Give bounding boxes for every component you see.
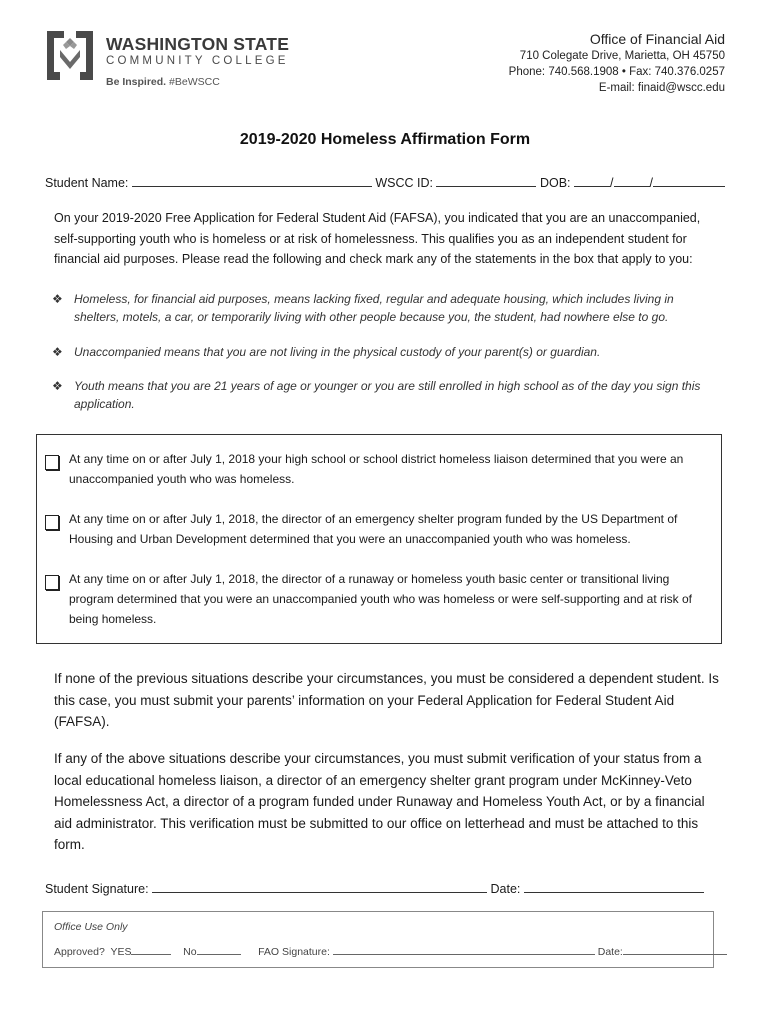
signature-date-label: Date: [490,882,521,896]
student-name-label: Student Name: [45,176,129,190]
office-contact [425,30,725,96]
tagline-hashtag: #BeWSCC [169,76,220,88]
definition-unaccompanied [52,343,722,361]
college-subtitle: COMMUNITY COLLEGE [106,55,289,67]
definition-text: Unaccompanied means that you are not living in the physical custody of your parent(s) or guardian. [74,345,601,359]
diamond-bullet-icon: ❖ [52,379,63,393]
statement-checkbox[interactable] [45,575,59,590]
signature-date-field[interactable] [524,880,704,893]
intro-paragraph: On your 2019-2020 Free Application for Federal Student Aid (FAFSA), you indicated that you are an unaccompanied, self-supporting youth who is homeless or at risk of homelessness. This qualifies you as an independent student for financial aid purposes. Please read the following and check mark any of the statements in the box that apply to you: [54,211,701,266]
student-signature-field[interactable] [152,880,487,893]
office-use-box [42,911,714,968]
statement-checkbox[interactable] [45,455,59,470]
statement-text: At any time on or after July 1, 2018 your high school or school district homeless liaison determined that you were an unaccompanied youth who was homeless. [69,452,684,486]
yes-field[interactable] [131,945,171,955]
student-signature-label: Student Signature: [45,882,149,896]
dob-year-field[interactable] [653,174,725,187]
dob-day-field[interactable] [614,174,650,187]
college-tagline [106,76,220,88]
statements-box [36,434,722,644]
dob-month-field[interactable] [574,174,610,187]
statement-liaison [45,449,713,489]
dob-slash: / [649,176,653,190]
office-phone-fax: Phone: 740.568.1908 • Fax: 740.376.0257 [508,66,725,78]
tagline-bold: Be Inspired. [106,76,167,88]
fao-signature-label: FAO Signature: [258,946,330,958]
wscc-id-field[interactable] [436,174,536,187]
dependent-paragraph: If none of the previous situations describe your circumstances, you must be considered a dependent student. Is this case, you must submit your parents’ information on your Federal Application for Federal Student Aid (FAFSA). [54,671,719,729]
definition-text: Homeless, for financial aid purposes, means lacking fixed, regular and adequate housing, which includes living in shelters, motels, a car, or temporarily living with other people because you, the student, had nowhere else to go. [74,292,674,324]
definition-homeless [52,290,722,326]
student-info-row [45,174,725,190]
definition-youth [52,377,722,413]
diamond-bullet-icon: ❖ [52,292,63,306]
office-address: 710 Colegate Drive, Marietta, OH 45750 [519,50,725,62]
office-use-row [54,945,727,958]
no-field[interactable] [197,945,241,955]
office-title: Office of Financial Aid [589,31,725,47]
signature-row [45,880,704,896]
statement-checkbox[interactable] [45,515,59,530]
college-logo-icon [44,28,96,84]
office-date-field[interactable] [623,945,727,955]
approved-label: Approved? [54,946,105,958]
office-email: E-mail: finaid@wscc.edu [598,82,725,94]
dob-label: DOB: [539,176,571,190]
fao-signature-field[interactable] [333,945,595,955]
yes-label: YES [110,946,132,958]
office-date-label: Date: [597,946,623,958]
office-use-title: Office Use Only [54,921,128,933]
dob-slash: / [610,176,614,190]
statement-text: At any time on or after July 1, 2018, the director of a runaway or homeless youth basic center or transitional living program determined that you were an unaccompanied youth who was homeless or were self-supporting and at risk of being homeless. [69,572,692,626]
statement-runaway-center [45,569,713,629]
college-name: WASHINGTON STATE [106,34,290,54]
definition-text: Youth means that you are 21 years of age or younger or you are still enrolled in high school as of the day you sign this application. [74,379,701,411]
diamond-bullet-icon: ❖ [52,345,63,359]
statement-hud-shelter [45,509,713,549]
wscc-id-label: WSCC ID: [375,176,433,190]
verification-paragraph: If any of the above situations describe your circumstances, you must submit verification of your status from a local educational homeless liaison, a director of an emergency shelter grant program under McKinney-Veto Homelessness Act, a director of a program funded under Runaway and Homeless Youth Act, or by a financial aid administrator. This verification must be submitted to our office on letterhead and must be attached to this form. [54,751,705,852]
no-label: No [183,946,197,958]
college-logo [44,28,290,92]
student-name-field[interactable] [132,174,372,187]
form-title: 2019-2020 Homeless Affirmation Form [239,131,531,148]
statement-text: At any time on or after July 1, 2018, the director of an emergency shelter program funded by the US Department of Housing and Urban Development determined that you were an unaccompanied youth who was homeless. [69,512,678,546]
